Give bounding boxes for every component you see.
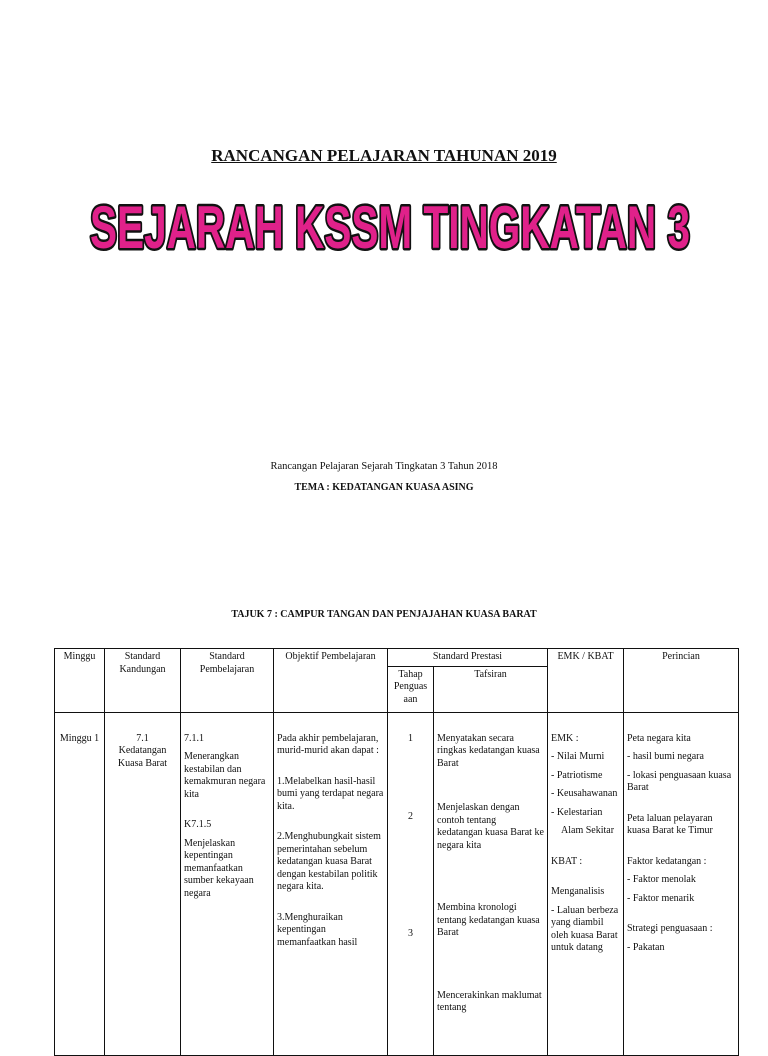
tp-3: 3 bbox=[408, 927, 413, 939]
tp-2: 2 bbox=[408, 811, 413, 822]
header-standard-prestasi: Standard Prestasi bbox=[388, 649, 548, 667]
header-tahap: Tahap Penguas aan bbox=[388, 666, 434, 712]
banner-heading bbox=[80, 188, 700, 268]
tp-1: 1 bbox=[408, 732, 413, 744]
cell-tahap bbox=[388, 712, 434, 1055]
emk-4: - Kelestarian bbox=[551, 806, 603, 818]
sp-text-1: Menerangkan kestabilan dan kemakmuran negara kita bbox=[184, 751, 266, 800]
obj-2: 2.Menghubungkait sistem pemerintahan sebelum kedatangan kuasa Barat dengan kestabilan politik negara kita. bbox=[277, 831, 381, 892]
sp-code-2: K7.1.5 bbox=[184, 819, 212, 830]
header-minggu: Minggu bbox=[55, 649, 105, 713]
cell-standard-pembelajaran bbox=[181, 712, 274, 1055]
perincian-1: Peta negara kita bbox=[627, 732, 691, 744]
kbat-1: Menganalisis bbox=[551, 886, 605, 897]
sp-text-2: Menjelaskan kepentingan memanfaatkan sumber kekayaan negara bbox=[184, 837, 254, 899]
tafsiran-3: Membina kronologi tentang kedatangan kuasa Barat bbox=[437, 902, 540, 938]
cell-perincian bbox=[624, 712, 739, 1055]
header-perincian: Perincian bbox=[624, 649, 739, 713]
perincian-9: - Pakatan bbox=[627, 941, 665, 953]
sp-code-1: 7.1.1 bbox=[184, 732, 204, 744]
emk-3: - Keusahawanan bbox=[551, 788, 618, 799]
banner-text: SEJARAH KSSM TINGKATAN 3 bbox=[90, 194, 690, 261]
header-standard-pembelajaran: Standard Pembelajaran bbox=[181, 649, 274, 713]
perincian-6: - Faktor menolak bbox=[627, 874, 696, 885]
emk-2: - Patriotisme bbox=[551, 769, 603, 781]
emk-1: - Nilai Murni bbox=[551, 751, 605, 762]
lesson-plan-table bbox=[54, 648, 739, 1056]
perincian-2: - hasil bumi negara bbox=[627, 751, 704, 762]
header-tafsiran: Tafsiran bbox=[434, 666, 548, 712]
perincian-7: - Faktor menarik bbox=[627, 892, 695, 904]
cell-emk-kbat bbox=[548, 712, 624, 1055]
perincian-8: Strategi penguasaan : bbox=[627, 923, 713, 934]
perincian-5: Faktor kedatangan : bbox=[627, 855, 707, 867]
tafsiran-1: Menyatakan secara ringkas kedatangan kuasa Barat bbox=[437, 732, 540, 769]
obj-3: 3.Menghuraikan kepentingan memanfaatkan hasil bbox=[277, 911, 358, 948]
table-row bbox=[55, 712, 739, 1055]
header-objektif: Objektif Pembelajaran bbox=[274, 649, 388, 713]
document-subtitle: Rancangan Pelajaran Sejarah Tingkatan 3 Tahun 2018 bbox=[270, 461, 498, 472]
emk-label: EMK : bbox=[551, 732, 579, 744]
perincian-4: Peta laluan pelayaran kuasa Barat ke Timur bbox=[627, 812, 713, 836]
header-emk-kbat: EMK / KBAT bbox=[548, 649, 624, 713]
cell-standard-kandungan bbox=[105, 712, 181, 1055]
sk-code: 7.1 bbox=[136, 732, 149, 744]
kbat-2: - Laluan berbeza yang diambil oleh kuasa Barat untuk datang bbox=[551, 904, 619, 953]
banner-svg bbox=[80, 188, 700, 268]
tema-heading: TEMA : KEDATANGAN KUASA ASING bbox=[294, 482, 474, 493]
obj-intro: Pada akhir pembelajaran, murid-murid akan dapat : bbox=[277, 732, 379, 756]
sk-text: Kedatangan Kuasa Barat bbox=[117, 745, 168, 769]
header-standard-kandungan: Standard Kandungan bbox=[105, 649, 181, 713]
tafsiran-2: Menjelaskan dengan contoh tentang kedatangan kuasa Barat ke negara kita bbox=[437, 802, 544, 851]
cell-minggu: Minggu 1 bbox=[55, 712, 105, 1055]
tajuk-heading: TAJUK 7 : CAMPUR TANGAN DAN PENJAJAHAN KUASA BARAT bbox=[231, 609, 537, 620]
cell-objektif bbox=[274, 712, 388, 1055]
kbat-label: KBAT : bbox=[551, 855, 583, 867]
document-title: RANCANGAN PELAJARAN TAHUNAN 2019 bbox=[211, 146, 557, 165]
perincian-3: - lokasi penguasaan kuasa Barat bbox=[627, 769, 732, 793]
obj-1: 1.Melabelkan hasil-hasil bumi yang terdapat negara kita. bbox=[277, 775, 384, 812]
emk-5: Alam Sekitar bbox=[561, 825, 615, 836]
cell-tafsiran bbox=[434, 712, 548, 1055]
tafsiran-4: Mencerakinkan maklumat tentang bbox=[437, 989, 542, 1013]
